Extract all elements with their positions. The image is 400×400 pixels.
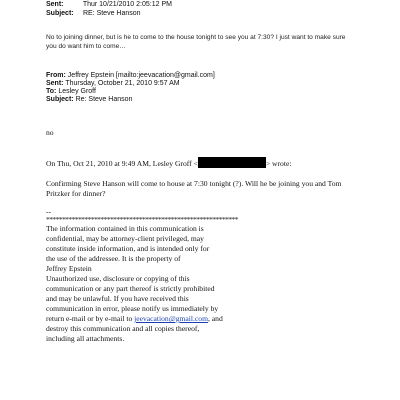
subject-label: Subject: — [46, 10, 74, 17]
forward-from-row — [46, 72, 215, 80]
forward-subject-value: Re: Steve Hanson — [75, 96, 133, 103]
email-line-before: return e-mail or by e-mail to — [46, 314, 135, 323]
quoted-line-2: Pritzker for dinner? — [46, 189, 106, 198]
forward-subject-row — [46, 96, 132, 104]
signature-dashes: -- — [46, 207, 52, 216]
disclaimer-line: communication in error, please notify us immediately by — [46, 304, 219, 313]
sent-label: Sent: — [46, 1, 64, 8]
disclaimer-line: Unauthorized use, disclosure or copying of this — [46, 274, 190, 283]
from-label: From: — [46, 72, 66, 79]
to-label: To: — [46, 88, 57, 95]
disclaimer-line: confidential, may be attorney-client privileged, may — [46, 234, 204, 243]
signature-stars: ************************************************************ — [46, 215, 238, 224]
disclaimer-line: Jeffrey Epstein — [46, 264, 92, 273]
disclaimer-line: The information contained in this communication is — [46, 224, 204, 233]
sent-value: Thur 10/21/2010 2:05:12 PM — [82, 1, 172, 8]
email-line-after: , and — [207, 314, 223, 323]
to-value: Lesley Groff — [58, 88, 96, 95]
disclaimer-line: communication or any part thereof is strictly prohibited — [46, 284, 215, 293]
redaction-bar — [198, 157, 266, 168]
forward-sent-value: Thursday, October 21, 2010 9:57 AM — [65, 80, 180, 87]
top-sent-row — [46, 1, 172, 9]
reply-text: no — [46, 128, 54, 137]
quote-intro-after: > wrote: — [265, 159, 292, 168]
quote-intro-before: On Thu, Oct 21, 2010 at 9:49 AM, Lesley Groff < — [46, 159, 198, 168]
quote-intro — [46, 157, 291, 169]
top-subject-row — [46, 10, 141, 18]
email-link[interactable]: jeevacation@gmail.com — [134, 314, 208, 323]
disclaimer-line: including all attachments. — [46, 334, 125, 343]
top-message-line-2: you do want him to come… — [46, 43, 126, 50]
subject-value: RE: Steve Hanson — [82, 10, 141, 17]
disclaimer-line: constitute inside information, and is intended only for — [46, 244, 210, 253]
top-message-line-1: No to joining dinner, but is he to come to the house tonight to see you at 7:30? I just want to make sure — [46, 34, 346, 41]
forward-sent-row — [46, 80, 180, 88]
quoted-line-1: Confirming Steve Hanson will come to house at 7:30 tonight (?). Will he be joining you and Tom — [46, 179, 342, 188]
from-value: Jeffrey Epstein [mailto:jeevacation@gmail.com] — [67, 72, 215, 79]
disclaimer-email-line — [46, 314, 223, 324]
forward-sent-label: Sent: — [46, 80, 64, 87]
disclaimer-line: destroy this communication and all copies thereof, — [46, 324, 200, 333]
forward-subject-label: Subject: — [46, 96, 74, 103]
forward-to-row — [46, 88, 96, 96]
disclaimer-line: the use of the addressee. It is the property of — [46, 254, 181, 263]
disclaimer-line: and may be unlawful. If you have received this — [46, 294, 189, 303]
